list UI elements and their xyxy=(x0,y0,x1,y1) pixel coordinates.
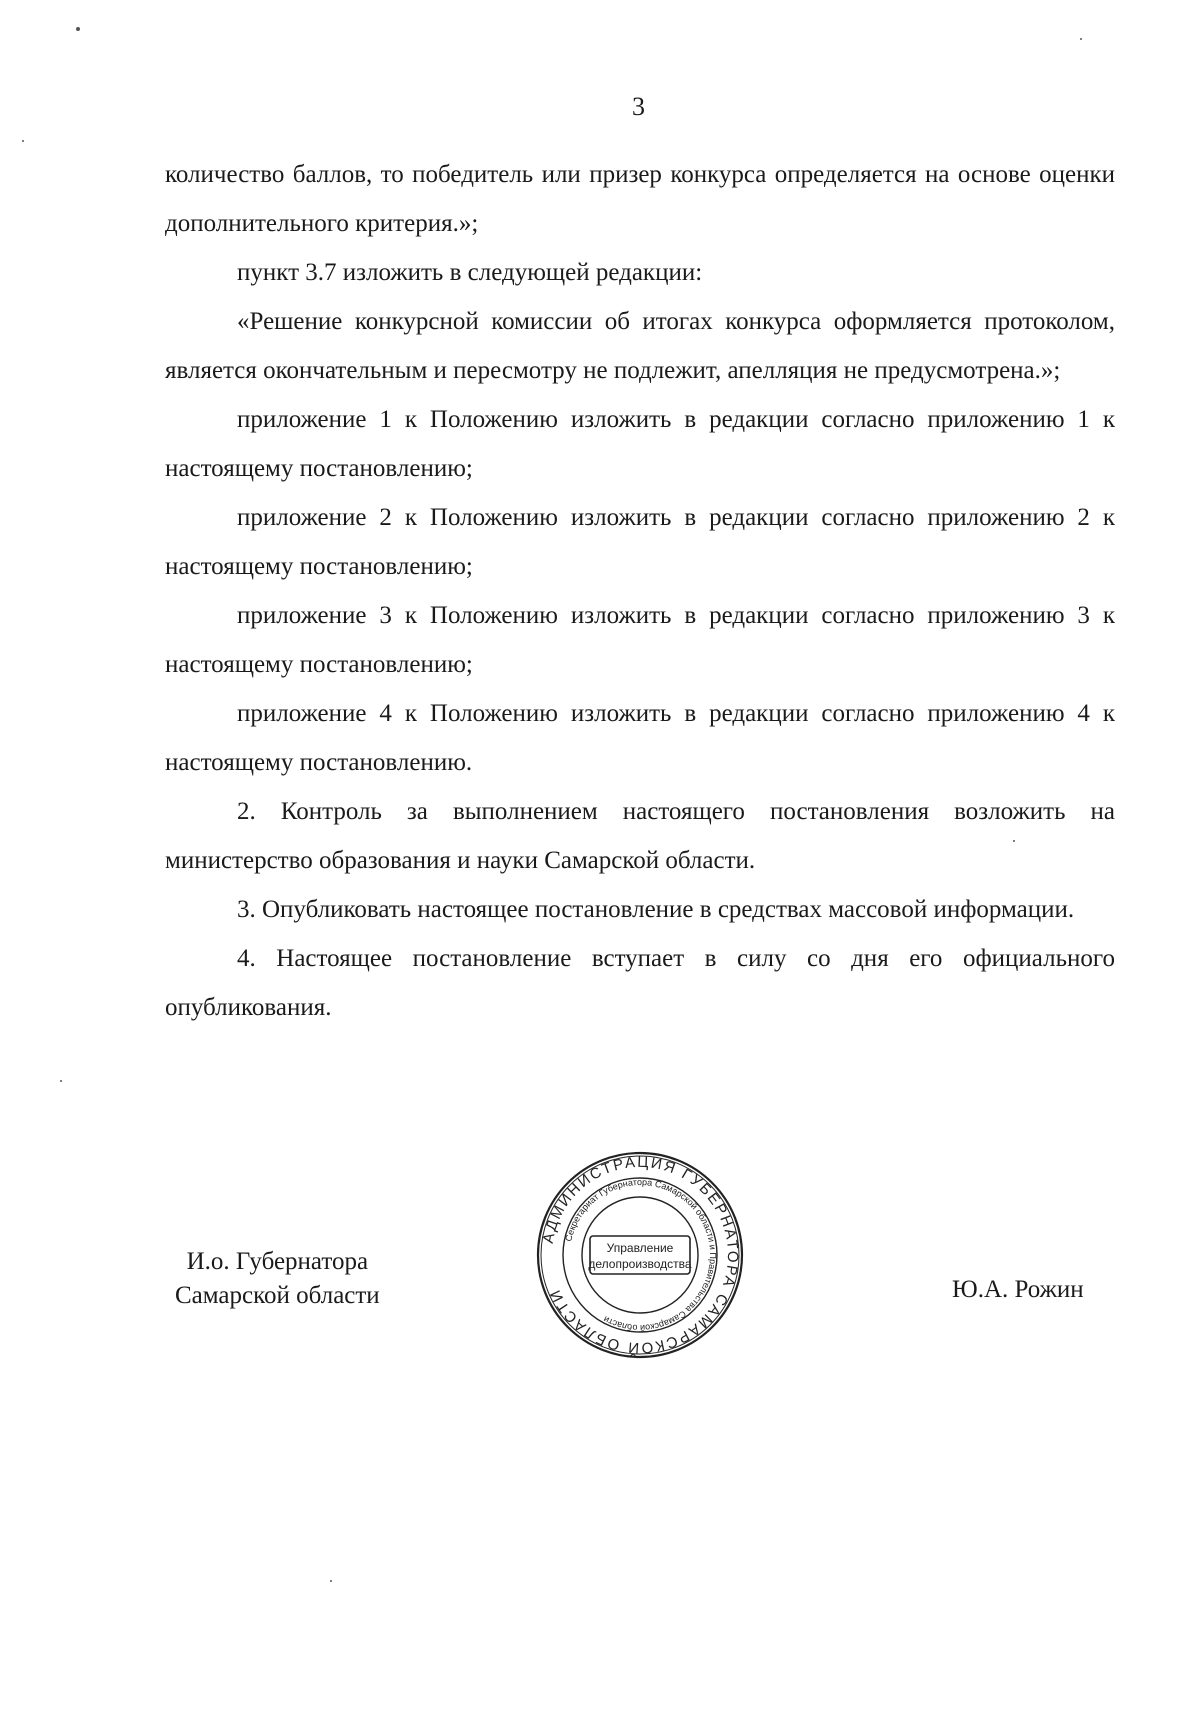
stamp-outer-ring-text: АДМИНИСТРАЦИЯ ГУБЕРНАТОРА САМАРСКОЙ ОБЛАСТИ xyxy=(539,1153,742,1357)
stamp-center-line: Управление xyxy=(606,1241,674,1255)
paragraph: количество баллов, то победитель или призер конкурса определяется на основе оценки дополнительного критерия.»; xyxy=(165,161,1115,237)
paragraph: 2. Контроль за выполнением настоящего постановления возложить на министерство образования и науки Самарской области. xyxy=(165,798,1115,874)
paragraph: приложение 2 к Положению изложить в редакции согласно приложению 2 к настоящему постановлению; xyxy=(165,504,1115,580)
paragraph: приложение 4 к Положению изложить в редакции согласно приложению 4 к настоящему постановлению. xyxy=(165,700,1115,776)
stamp-inner-ring-text: Секретариат Губернатора Самарской области и Правительства Самарской области xyxy=(563,1176,719,1334)
scan-speck xyxy=(22,140,24,142)
scan-speck xyxy=(60,1080,62,1082)
scan-speck xyxy=(330,1580,332,1582)
scan-speck xyxy=(1013,840,1015,842)
paragraph: приложение 1 к Положению изложить в редакции согласно приложению 1 к настоящему постановлению; xyxy=(165,406,1115,482)
document-body xyxy=(165,150,1115,1032)
page-number: 3 xyxy=(632,92,645,121)
signatory-position xyxy=(175,1245,380,1313)
scan-speck xyxy=(76,27,80,31)
paragraph: «Решение конкурсной комиссии об итогах конкурса оформляется протоколом, является окончательным и пересмотру не подлежит, апелляция не предусмотрена.»; xyxy=(165,308,1115,384)
signatory-position-line: И.о. Губернатора xyxy=(186,1248,369,1275)
paragraph: приложение 3 к Положению изложить в редакции согласно приложению 3 к настоящему постановлению; xyxy=(165,602,1115,678)
signatory-name: Ю.А. Рожин xyxy=(952,1276,1084,1303)
official-seal-stamp xyxy=(535,1150,745,1360)
paragraph: 4. Настоящее постановление вступает в силу со дня его официального опубликования. xyxy=(165,945,1115,1021)
paragraph: 3. Опубликовать настоящее постановление в средствах массовой информации. xyxy=(237,896,1075,923)
paragraph: пункт 3.7 изложить в следующей редакции: xyxy=(237,259,703,286)
signatory-position-line: Самарской области xyxy=(175,1282,380,1309)
scan-speck xyxy=(1080,38,1082,40)
stamp-center-line: делопроизводства xyxy=(588,1257,692,1271)
